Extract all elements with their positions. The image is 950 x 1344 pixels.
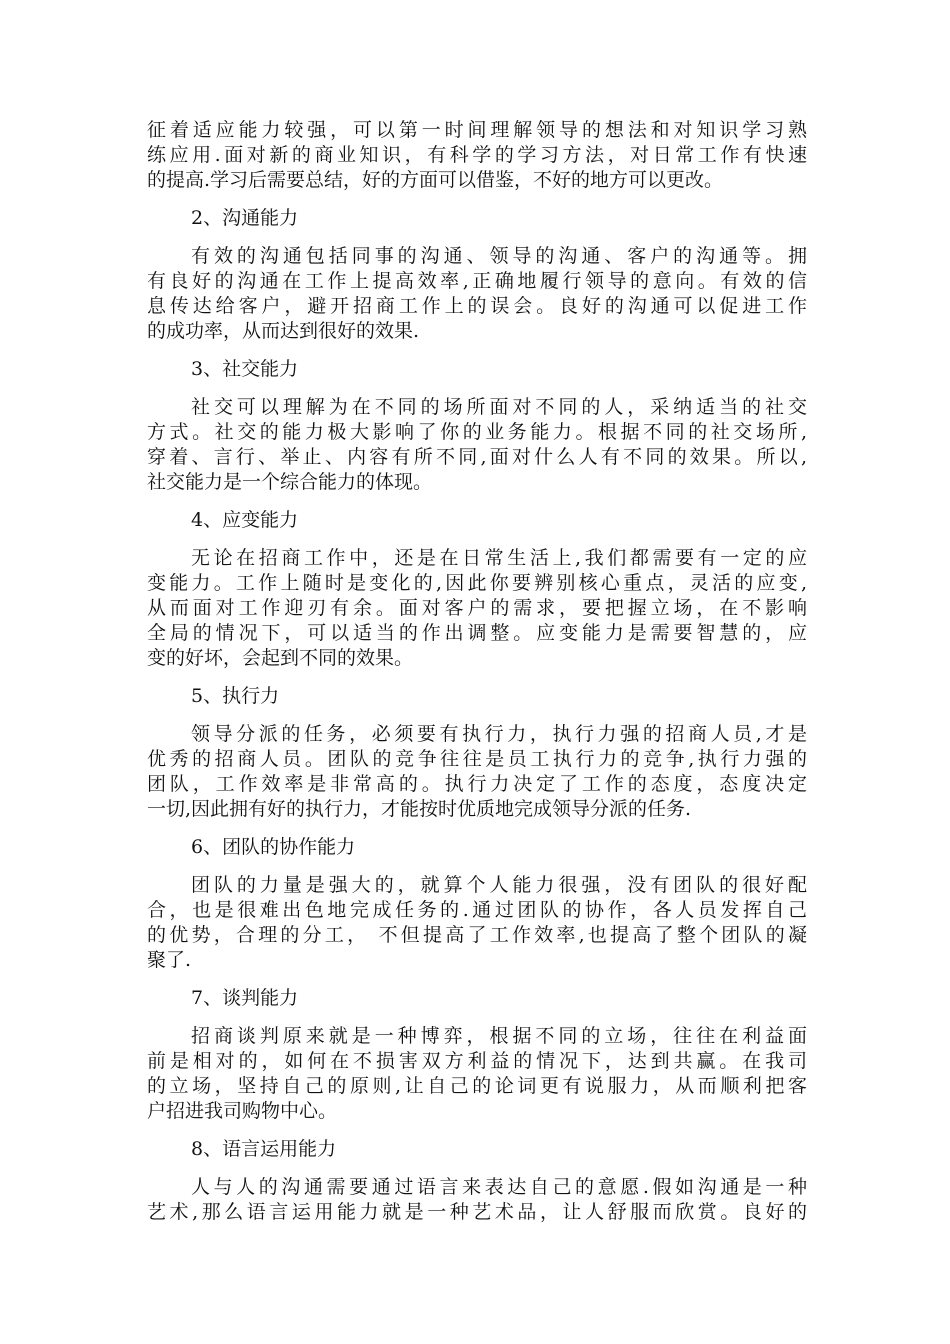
section-heading: 3、社交能力 (191, 358, 299, 380)
paragraph-line: 变的好坏，会起到不同的效果。 (147, 647, 414, 669)
paragraph-line: 的提高.学习后需要总结，好的方面可以借鉴，不好的地方可以更改。 (147, 169, 724, 191)
paragraph (147, 395, 807, 495)
paragraph-line: 的优势，合理的分工， 不但提高了工作效率,也提高了整个团队的凝 (147, 924, 807, 946)
paragraph-line: 合，也是很难出色地完成任务的.通过团队的协作，各人员发挥自己 (147, 899, 807, 921)
paragraph-line: 社交能力是一个综合能力的体现。 (147, 471, 433, 493)
paragraph-line: 聚了. (147, 949, 192, 971)
paragraph-line: 全局的情况下，可以适当的作出调整。应变能力是需要智慧的，应 (147, 622, 807, 644)
paragraph-line: 的立场，坚持自己的原则,让自己的论词更有说服力，从而顺利把客 (147, 1075, 807, 1097)
paragraph-line: 团队，工作效率是非常高的。执行力决定了工作的态度，态度决定 (147, 773, 807, 795)
paragraph-line: 的成功率，从而达到很好的效果. (147, 320, 420, 342)
paragraph-line: 息传达给客户，避开招商工作上的误会。良好的沟通可以促进工作 (147, 295, 807, 317)
paragraph-line: 练应用.面对新的商业知识，有科学的学习方法，对日常工作有快速 (147, 144, 807, 166)
paragraph-line: 有效的沟通包括同事的沟通、领导的沟通、客户的沟通等。拥 (191, 245, 807, 267)
section-heading: 6、团队的协作能力 (191, 836, 356, 858)
paragraph-line: 有良好的沟通在工作上提高效率,正确地履行领导的意向。有效的信 (147, 270, 807, 292)
section-heading: 2、沟通能力 (191, 207, 299, 229)
paragraph (147, 118, 807, 193)
paragraph-line: 无论在招商工作中，还是在日常生活上,我们都需要有一定的应 (191, 547, 807, 569)
paragraph-line: 领导分派的任务，必须要有执行力，执行力强的招商人员,才是 (191, 723, 807, 745)
paragraph-line: 艺术,那么语言运用能力就是一种艺术品，让人舒服而欣赏。良好的 (147, 1201, 807, 1223)
paragraph (147, 873, 807, 973)
paragraph-line: 团队的力量是强大的，就算个人能力很强，没有团队的很好配 (191, 874, 807, 896)
paragraph (147, 722, 807, 822)
paragraph-line: 从而面对工作迎刃有余。面对客户的需求，要把握立场，在不影响 (147, 597, 807, 619)
section-heading: 4、应变能力 (191, 509, 299, 531)
paragraph (147, 1175, 807, 1225)
section-heading: 5、执行力 (191, 685, 280, 707)
paragraph-line: 穿着、言行、举止、内容有所不同,面对什么人有不同的效果。所以, (147, 446, 807, 468)
paragraph (147, 1024, 807, 1124)
section-heading: 8、语言运用能力 (191, 1138, 337, 1160)
paragraph-line: 征着适应能力较强，可以第一时间理解领导的想法和对知识学习熟 (147, 119, 807, 141)
paragraph-line: 变能力。工作上随时是变化的,因此你要辨别核心重点，灵活的应变, (147, 572, 807, 594)
paragraph-line: 方式。社交的能力极大影响了你的业务能力。根据不同的社交场所, (147, 421, 807, 443)
paragraph-line: 人与人的沟通需要通过语言来表达自己的意愿.假如沟通是一种 (191, 1176, 807, 1198)
paragraph (147, 244, 807, 344)
paragraph-line: 招商谈判原来就是一种博弈，根据不同的立场，往往在利益面 (191, 1025, 807, 1047)
paragraph-line: 户招进我司购物中心。 (147, 1100, 338, 1122)
paragraph-line: 社交可以理解为在不同的场所面对不同的人，采纳适当的社交 (191, 396, 807, 418)
paragraph-line: 前是相对的，如何在不损害双方利益的情况下，达到共赢。在我司 (147, 1050, 807, 1072)
document-body (147, 118, 807, 1238)
paragraph-line: 一切,因此拥有好的执行力，才能按时优质地完成领导分派的任务. (147, 798, 692, 820)
paragraph (147, 546, 807, 671)
section-heading: 7、谈判能力 (191, 987, 299, 1009)
paragraph-line: 优秀的招商人员。团队的竞争往往是员工执行力的竞争,执行力强的 (147, 748, 807, 770)
